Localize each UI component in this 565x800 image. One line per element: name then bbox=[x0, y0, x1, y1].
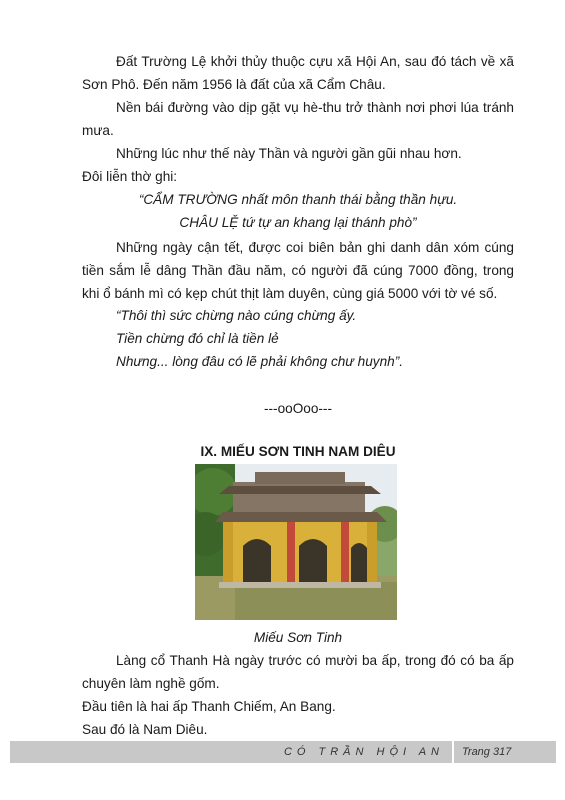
paragraph-nam-dieu: Sau đó là Nam Diêu. bbox=[82, 722, 208, 737]
quote-line-2: Tiền chừng đó chỉ là tiền lẻ bbox=[116, 331, 279, 346]
temple-photo bbox=[195, 464, 397, 620]
paragraph-hai-ap: Đầu tiên là hai ấp Thanh Chiếm, An Bang. bbox=[82, 699, 336, 714]
footer-divider bbox=[452, 741, 454, 763]
quote-line-1: “Thôi thì sức chừng nào cúng chừng ấy. bbox=[116, 308, 357, 323]
section-heading: IX. MIẾU SƠN TINH NAM DIÊU bbox=[200, 444, 396, 459]
couplet-line-2: CHÂU LỆ tứ tự an khang lại thánh phò” bbox=[179, 215, 417, 230]
temple-illustration bbox=[195, 464, 397, 620]
paragraph-thanh-ha: Làng cổ Thanh Hà ngày trước có mười ba ấp, trong đó có ba ấp chuyên làm nghề gốm. bbox=[82, 653, 514, 691]
paragraph-ngay-can-tet: Những ngày cận tết, được coi biên bản ghi danh dân xóm cúng tiền sắm lễ dâng Thần đầu năm, có người đã cúng 7000 đồng, trong khi ổ bánh mì có kẹp chút thịt làm duyên, cùng giá 5000 với tờ vé số. bbox=[82, 240, 514, 301]
photo-caption: Miếu Sơn Tinh bbox=[253, 630, 343, 645]
footer-page-number: Trang 317 bbox=[462, 746, 512, 758]
paragraph-truong-le: Đất Trường Lệ khởi thủy thuộc cựu xã Hội An, sau đó tách về xã Sơn Phô. Đến năm 1956 là đất của xã Cẩm Châu. bbox=[82, 54, 514, 92]
paragraph-than-va-nguoi: Những lúc như thế này Thần và người gần gũi nhau hơn. bbox=[116, 146, 462, 161]
paragraph-bai-duong: Nền bái đường vào dịp gặt vụ hè-thu trở thành nơi phơi lúa tránh mưa. bbox=[82, 100, 514, 138]
couplet-line-1: “CẨM TRƯỜNG nhất môn thanh thái bằng thần hựu. bbox=[138, 192, 458, 207]
quote-line-3: Nhưng... lòng đâu có lẽ phải không chư huynh”. bbox=[116, 354, 404, 369]
paragraph-doi-lien: Đôi liễn thờ ghi: bbox=[82, 169, 178, 184]
footer-book-title: CÓ TRẦN HỘI AN bbox=[283, 746, 444, 758]
page-footer bbox=[10, 741, 556, 763]
section-separator: ---ooOoo--- bbox=[264, 401, 332, 416]
